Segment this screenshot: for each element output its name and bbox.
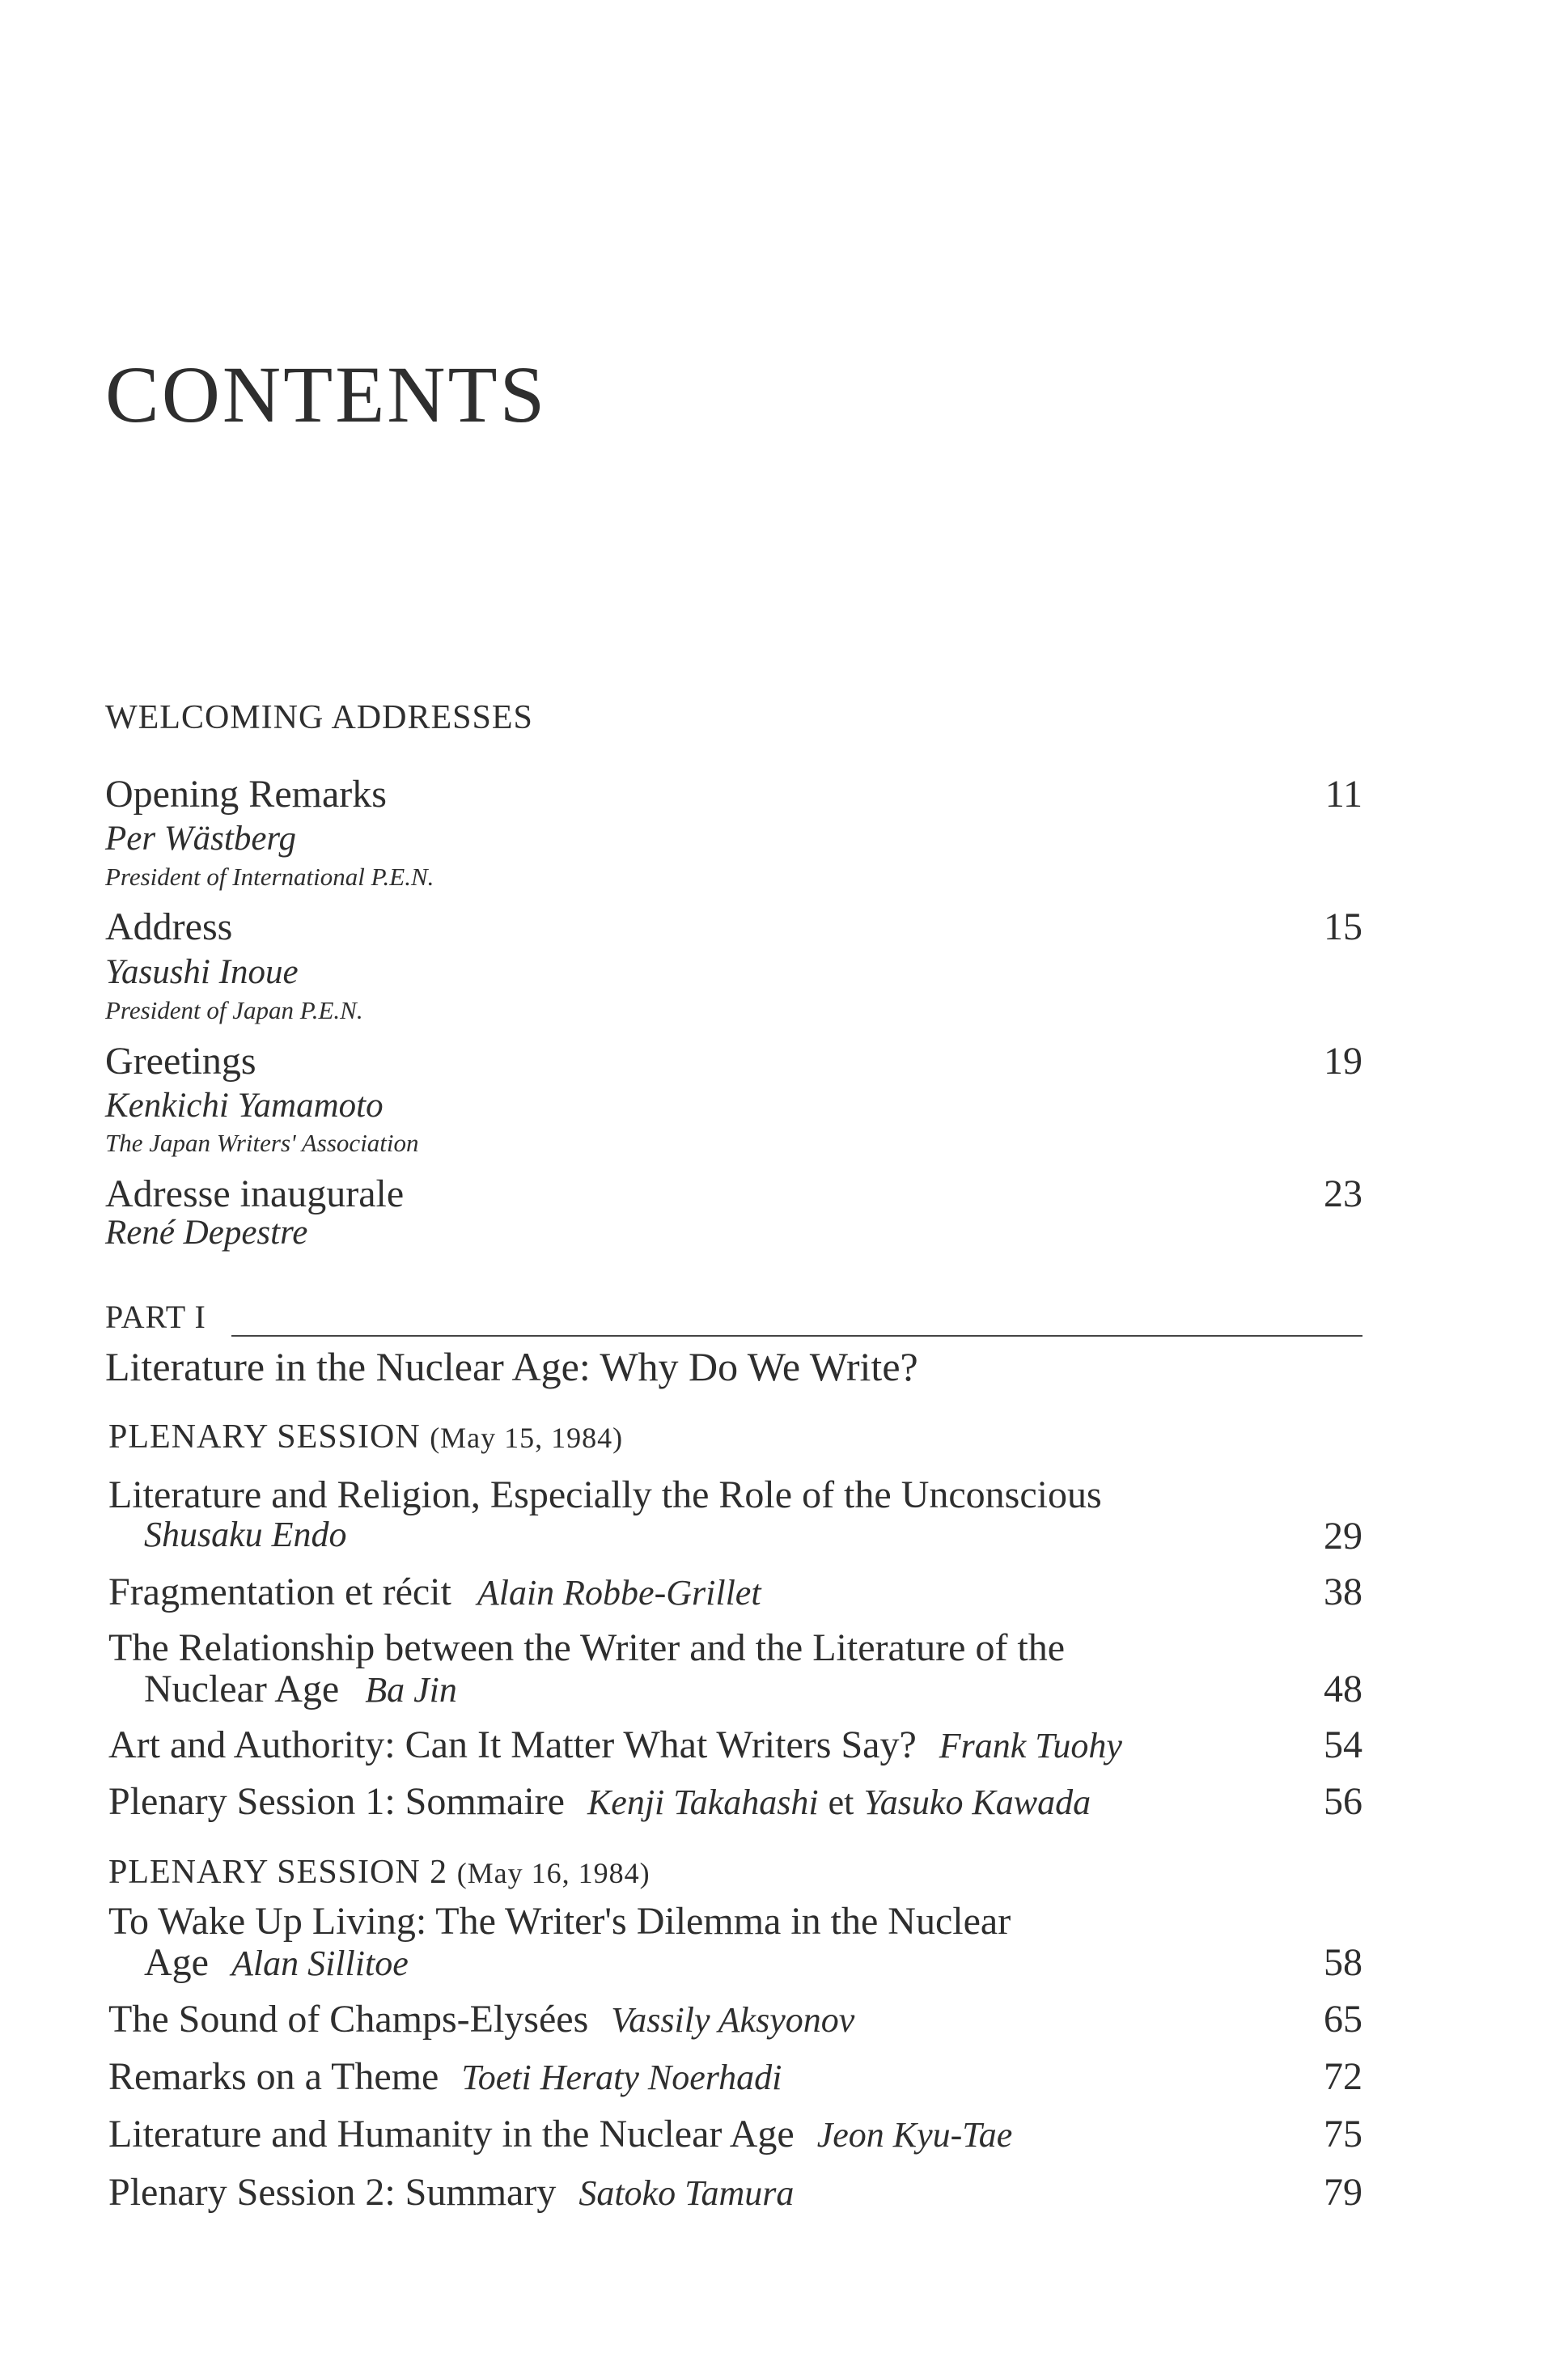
toc-author-inoue: Yasushi Inoue: [105, 953, 299, 991]
toc-author-yamamoto: Kenkichi Yamamoto: [105, 1087, 384, 1125]
page-title: CONTENTS: [105, 350, 548, 439]
toc-title-opening-remarks: Opening Remarks: [105, 773, 387, 816]
toc-page-adresse-inaugurale: 23: [1324, 1172, 1362, 1215]
toc-entry-tuohy: Art and Authority: Can It Matter What Writers Say? Frank Tuohy: [108, 1723, 1122, 1766]
toc-title-endo: Literature and Religion, Especially the Role of the Unconscious: [108, 1473, 1102, 1516]
toc-title-address: Address: [105, 905, 233, 948]
toc-title-adresse-inaugurale: Adresse inaugurale: [105, 1172, 405, 1215]
toc-author-noerhadi: Toeti Heraty Noerhadi: [461, 2058, 782, 2097]
toc-page-tuohy: 54: [1324, 1723, 1362, 1766]
toc-page-endo: 29: [1324, 1515, 1362, 1558]
toc-author-aksyonov: Vassily Aksyonov: [611, 2000, 855, 2040]
toc-page-sommaire: 56: [1324, 1780, 1362, 1823]
toc-page-greetings: 19: [1324, 1040, 1362, 1083]
toc-author-tuohy: Frank Tuohy: [939, 1726, 1122, 1765]
toc-page-robbe-grillet: 38: [1324, 1570, 1362, 1613]
toc-author-jeon: Jeon Kyu-Tae: [816, 2115, 1013, 2155]
session-heading-1: PLENARY SESSION (May 15, 1984): [108, 1418, 624, 1456]
toc-entry-sillitoe-line2: Age Alan Sillitoe: [144, 1941, 409, 1984]
toc-entry-tamura: Plenary Session 2: Summary Satoko Tamura: [108, 2171, 795, 2214]
section-heading-welcoming: WELCOMING ADDRESSES: [105, 699, 533, 736]
toc-entry-ba-jin-line2: Nuclear Age Ba Jin: [144, 1668, 457, 1710]
toc-page-opening-remarks: 11: [1324, 773, 1362, 816]
toc-entry-noerhadi: Remarks on a Theme Toeti Heraty Noerhadi: [108, 2055, 782, 2098]
toc-author-wastberg: Per Wästberg: [105, 820, 297, 858]
toc-entry-aksyonov: The Sound of Champs-Elysées Vassily Aksyonov: [108, 1998, 855, 2041]
toc-author-tamura: Satoko Tamura: [578, 2173, 795, 2213]
toc-title-ba-jin: The Relationship between the Writer and the Literature of the: [108, 1626, 1066, 1669]
toc-affiliation-inoue: President of Japan P.E.N.: [105, 996, 363, 1024]
toc-entry-robbe-grillet: Fragmentation et récit Alain Robbe-Grillet: [108, 1570, 761, 1613]
toc-author-depestre: René Depestre: [105, 1214, 308, 1252]
toc-author-robbe-grillet: Alain Robbe-Grillet: [477, 1573, 761, 1613]
toc-page-aksyonov: 65: [1324, 1998, 1362, 2041]
part-title: Literature in the Nuclear Age: Why Do We Write?: [105, 1344, 918, 1389]
toc-author-takahashi: Kenji Takahashi: [587, 1782, 819, 1822]
toc-page-jeon: 75: [1324, 2113, 1362, 2155]
session-date-2: (May 16, 1984): [456, 1857, 651, 1889]
part-rule: [231, 1335, 1362, 1337]
toc-page-tamura: 79: [1324, 2171, 1362, 2214]
toc-page-noerhadi: 72: [1324, 2055, 1362, 2098]
toc-page-sillitoe: 58: [1324, 1941, 1362, 1984]
toc-entry-sommaire: Plenary Session 1: Sommaire Kenji Takahashi et Yasuko Kawada: [108, 1780, 1091, 1823]
session-heading-2: PLENARY SESSION 2 (May 16, 1984): [108, 1854, 651, 1891]
session-date-1: (May 15, 1984): [430, 1422, 624, 1454]
toc-author-ba-jin: Ba Jin: [365, 1670, 457, 1710]
toc-affiliation-yamamoto: The Japan Writers' Association: [105, 1129, 419, 1157]
toc-author-endo: Shusaku Endo: [144, 1515, 347, 1554]
part-label: PART I: [105, 1299, 206, 1335]
toc-title-sillitoe: To Wake Up Living: The Writer's Dilemma in the Nuclear: [108, 1900, 1011, 1943]
toc-page-address: 15: [1324, 905, 1362, 948]
toc-affiliation-wastberg: President of International P.E.N.: [105, 863, 434, 891]
toc-page-ba-jin: 48: [1324, 1668, 1362, 1710]
toc-entry-jeon: Literature and Humanity in the Nuclear Age Jeon Kyu-Tae: [108, 2113, 1013, 2155]
toc-author-kawada: Yasuko Kawada: [863, 1782, 1091, 1822]
toc-title-greetings: Greetings: [105, 1040, 256, 1083]
toc-author-sillitoe: Alan Sillitoe: [231, 1944, 409, 1983]
